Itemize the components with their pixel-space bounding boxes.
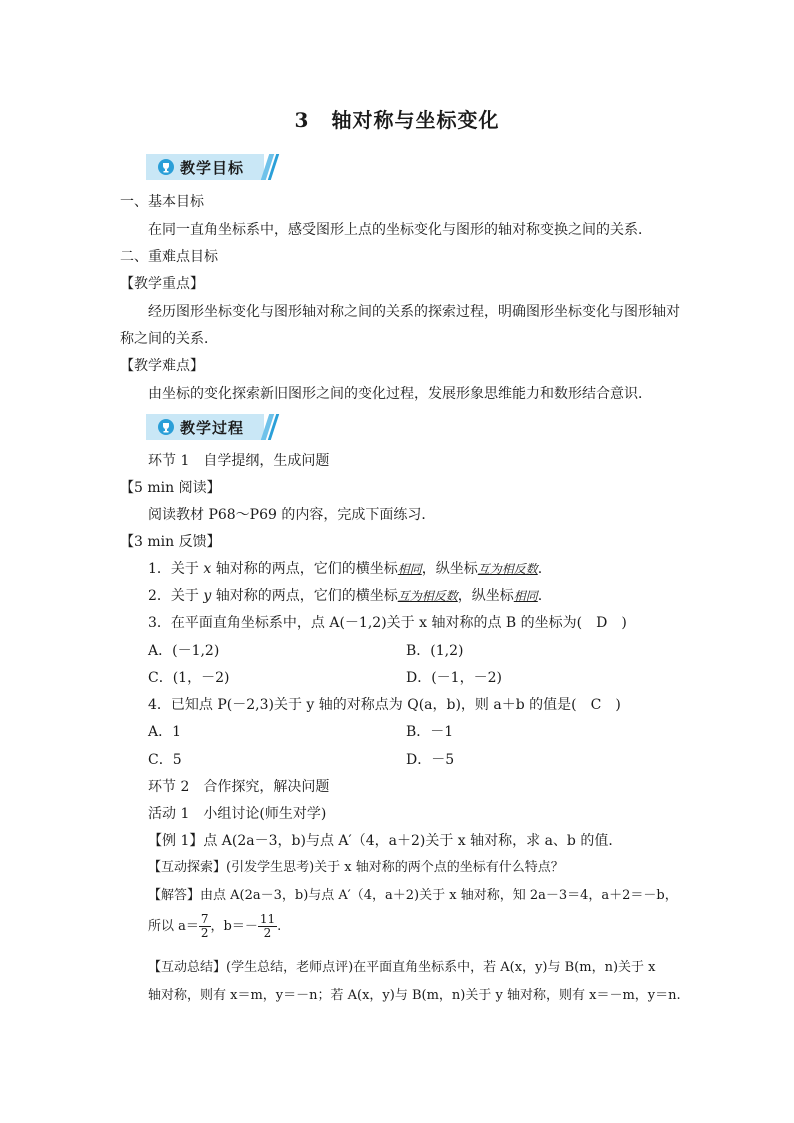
page-title — [0, 104, 794, 133]
section-label-goals: 教学目标 — [180, 159, 245, 177]
q2-text: 2．关于 — [148, 588, 204, 604]
goal-line: 由坐标的变化探索新旧图形之间的变化过程，发展形象思维能力和数形结合意识． — [148, 386, 652, 402]
section-banner-goals — [146, 154, 276, 180]
q2-text: 轴对称的两点，它们的横坐标 — [211, 588, 398, 604]
goal-line: 二、重难点目标 — [120, 249, 218, 265]
q4-option-d: D．－5 — [406, 752, 455, 768]
answer-text: 所以 a＝ — [148, 919, 199, 934]
example-answer: 【解答】由点 A(2a－3，b)与点 A′（4，a＋2)关于 x 轴对称，知 2a－3＝4，a＋2＝－b， — [148, 888, 678, 903]
answer-text: ，b＝－ — [210, 919, 258, 934]
q3-option-d: D．(－1，－2) — [406, 670, 502, 686]
q1-var: x — [203, 561, 212, 577]
q1-text: 1．关于 — [148, 561, 204, 577]
q2-answer: 互为相反数 — [397, 589, 458, 603]
process-line: 【5 min 阅读】 — [120, 480, 221, 496]
q2-text: . — [537, 588, 543, 604]
summary-line: 【互动总结】(学生总结，老师点评)在平面直角坐标系中，若 A(x，y)与 B(m，n)关于 x — [148, 960, 656, 975]
goal-line: 称之间的关系． — [120, 331, 218, 347]
denominator: 2 — [200, 926, 209, 940]
trophy-icon — [158, 159, 174, 175]
q3-option-c: C．(1，－2) — [148, 670, 230, 686]
example-explore: 【互动探索】(引发学生思考)关于 x 轴对称的两个点的坐标有什么特点？ — [148, 860, 564, 875]
goal-line: 【教学难点】 — [120, 358, 204, 374]
q1-text: 轴对称的两点，它们的横坐标 — [211, 561, 398, 577]
trophy-icon — [158, 419, 174, 435]
q2-answer: 相同 — [513, 589, 538, 603]
process-line: 阅读教材 P68～P69 的内容，完成下面练习． — [148, 507, 436, 523]
q3-option-a: A．(－1,2) — [148, 643, 220, 659]
q1-text: . — [537, 561, 543, 577]
q4-option-c: C．5 — [148, 752, 182, 768]
numerator: 7 — [200, 912, 209, 926]
q3-option-b: B．(1,2) — [406, 643, 464, 659]
process-line: 环节 1 自学提纲，生成问题 — [148, 453, 330, 469]
q4-option-b: B．－1 — [406, 724, 454, 740]
section-banner-process — [146, 414, 276, 440]
question-3: 3．在平面直角坐标系中，点 A(－1,2)关于 x 轴对称的点 B 的坐标为( D ) — [148, 615, 627, 631]
process-line: 环节 2 合作探究，解决问题 — [148, 779, 330, 795]
q2-text: ，纵坐标 — [457, 588, 514, 604]
goal-line: 经历图形坐标变化与图形轴对称之间的关系的探索过程，明确图形坐标变化与图形轴对 — [148, 304, 680, 320]
fraction — [258, 913, 277, 940]
fraction — [199, 913, 211, 940]
numerator: 11 — [259, 912, 276, 926]
process-line: 【3 min 反馈】 — [120, 534, 221, 550]
q4-option-a: A．1 — [148, 724, 182, 740]
answer-text: . — [277, 919, 282, 934]
goal-line: 【教学重点】 — [120, 276, 204, 292]
question-4: 4．已知点 P(－2,3)关于 y 轴的对称点为 Q(a，b)，则 a＋b 的值是( C ) — [148, 697, 621, 713]
title-number: 3 — [294, 108, 310, 132]
section-label-process: 教学过程 — [180, 419, 245, 437]
q1-answer: 相同 — [397, 562, 422, 576]
goal-line: 一、基本目标 — [120, 194, 204, 210]
goal-line: 在同一直角坐标系中，感受图形上点的坐标变化与图形的轴对称变换之间的关系． — [148, 222, 652, 238]
q1-text: ，纵坐标 — [421, 561, 478, 577]
title-text: 轴对称与坐标变化 — [331, 108, 500, 132]
question-1 — [148, 559, 542, 579]
question-2 — [148, 586, 542, 606]
denominator: 2 — [263, 926, 272, 940]
example-1: 【例 1】点 A(2a－3，b)与点 A′（4，a＋2)关于 x 轴对称，求 a、b 的值． — [148, 833, 623, 849]
process-line: 活动 1 小组讨论(师生对学) — [148, 806, 327, 822]
q2-var: y — [203, 588, 212, 604]
example-answer-2 — [148, 910, 281, 944]
q1-answer: 互为相反数 — [477, 562, 538, 576]
summary-line: 轴对称，则有 x＝m，y＝－n；若 A(x，y)与 B(m，n)关于 y 轴对称，则有 x＝－m，y＝n. — [148, 988, 681, 1003]
